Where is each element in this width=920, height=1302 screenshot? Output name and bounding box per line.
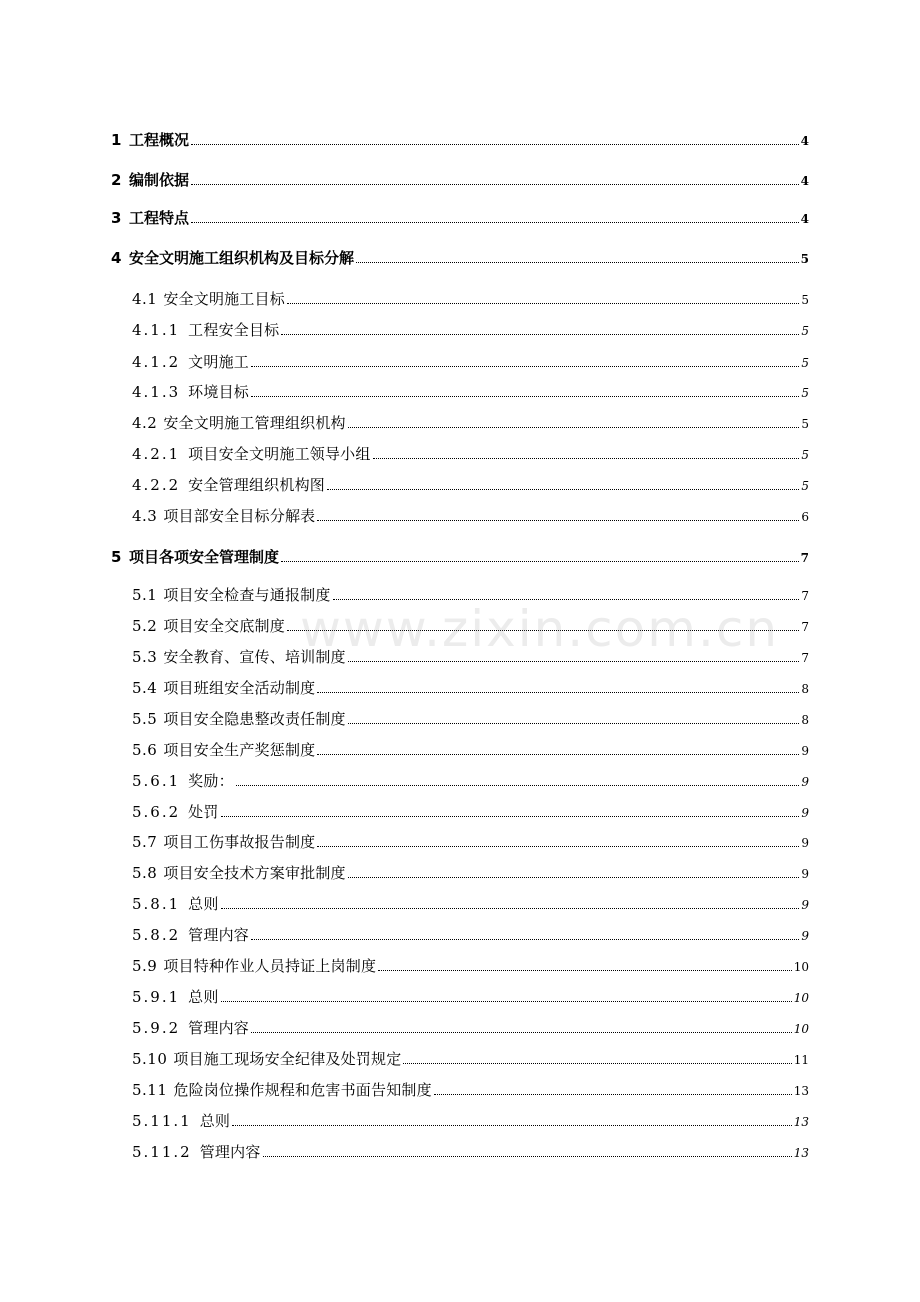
toc-entry-number: 4.1.3 (132, 383, 181, 401)
toc-entry-label (132, 475, 325, 495)
toc-entry-number: 5.3 (132, 648, 158, 666)
toc-dot-leader (251, 939, 799, 940)
toc-page-number: 7 (801, 589, 809, 603)
toc-entry[interactable] (132, 892, 809, 914)
toc-page-number: 7 (800, 551, 809, 565)
toc-entry-number: 5.11.2 (132, 1143, 192, 1161)
toc-page-number: 5 (801, 356, 809, 370)
toc-entry[interactable] (132, 473, 809, 495)
toc-entry[interactable] (132, 583, 809, 605)
toc-entry-title: 项目各项安全管理制度 (129, 548, 280, 566)
toc-dot-leader (251, 366, 799, 367)
toc-entry[interactable] (132, 1078, 809, 1100)
toc-entry[interactable] (132, 985, 809, 1007)
toc-entry-title: 安全文明施工组织机构及目标分解 (129, 249, 355, 267)
toc-page-number: 7 (801, 620, 809, 634)
toc-entry-label (132, 647, 346, 667)
toc-entry-number: 4.2.2 (132, 476, 181, 494)
toc-dot-leader (191, 144, 799, 145)
toc-page-number: 10 (793, 960, 809, 974)
toc-entry[interactable] (132, 923, 809, 945)
toc-entry-label (132, 1018, 249, 1038)
toc-entry-label (132, 506, 315, 526)
toc-entry-label (132, 1080, 432, 1100)
toc-entry-label (111, 248, 354, 268)
toc-dot-leader (348, 427, 800, 428)
toc-entry[interactable] (132, 318, 809, 340)
toc-entry-number: 5.9.2 (132, 1019, 181, 1037)
toc-entry[interactable] (132, 287, 809, 309)
toc-dot-leader (232, 1125, 792, 1126)
toc-dot-leader (251, 1032, 792, 1033)
toc-page-number: 5 (801, 448, 809, 462)
toc-page-number: 8 (801, 682, 809, 696)
toc-page-number: 5 (800, 252, 809, 266)
toc-page-number: 13 (793, 1146, 809, 1160)
toc-entry-label (132, 1111, 230, 1131)
toc-page-number: 5 (801, 417, 809, 431)
toc-entry-title: 安全管理组织机构图 (188, 476, 325, 494)
toc-dot-leader (263, 1156, 792, 1157)
toc-entry-label (132, 352, 249, 372)
toc-dot-leader (281, 561, 799, 562)
toc-entry-label (111, 130, 189, 150)
toc-entry-title: 项目安全检查与通报制度 (163, 586, 331, 604)
toc-entry-label (132, 894, 219, 914)
toc-entry-number: 4.1.1 (132, 321, 181, 339)
toc-dot-leader (287, 303, 799, 304)
toc-entry-label (111, 170, 189, 190)
toc-dot-leader (317, 754, 799, 755)
toc-entry-label (132, 1049, 401, 1069)
toc-entry-number: 2 (111, 171, 122, 189)
toc-page-number: 4 (800, 174, 809, 188)
toc-entry-title: 编制依据 (129, 171, 190, 189)
toc-entry[interactable] (132, 954, 809, 976)
toc-entry-title: 项目安全技术方案审批制度 (163, 864, 346, 882)
toc-page-number: 13 (793, 1115, 809, 1129)
toc-page-number: 5 (801, 293, 809, 307)
toc-entry-number: 4.2 (132, 414, 158, 432)
toc-entry-number: 5.7 (132, 833, 158, 851)
toc-page-number: 10 (793, 991, 809, 1005)
toc-entry-number: 4.1 (132, 290, 158, 308)
toc-entry-title: 工程概况 (129, 131, 190, 149)
toc-dot-leader (236, 785, 800, 786)
toc-entry-number: 5.11.1 (132, 1112, 192, 1130)
toc-entry-title: 项目工伤事故报告制度 (163, 833, 316, 851)
toc-dot-leader (333, 599, 800, 600)
toc-entry[interactable] (132, 504, 809, 526)
toc-entry-title: 总则 (188, 895, 219, 913)
toc-entry-label (111, 547, 279, 567)
toc-entry-title: 管理内容 (199, 1143, 261, 1161)
toc-entry-title: 项目安全隐患整改责任制度 (163, 710, 346, 728)
toc-entry-title: 项目施工现场安全纪律及处罚规定 (173, 1050, 402, 1068)
toc-entry-number: 4.2.1 (132, 445, 181, 463)
toc-page-number: 5 (801, 386, 809, 400)
toc-entry-number: 4.3 (132, 507, 158, 525)
toc-dot-leader (191, 222, 799, 223)
toc-entry-title: 安全文明施工管理组织机构 (163, 414, 346, 432)
toc-entry-number: 1 (111, 131, 122, 149)
toc-entry-title: 项目安全交底制度 (163, 617, 285, 635)
toc-entry[interactable] (111, 206, 809, 228)
toc-dot-leader (434, 1094, 792, 1095)
toc-entry[interactable] (132, 1047, 809, 1069)
toc-page-number: 9 (801, 744, 809, 758)
toc-entry-number: 5.11 (132, 1081, 168, 1099)
toc-entry[interactable] (132, 707, 809, 729)
toc-entry-label (132, 678, 315, 698)
toc-dot-leader (327, 489, 799, 490)
toc-entry-title: 项目部安全目标分解表 (163, 507, 316, 525)
toc-entry[interactable] (132, 1140, 809, 1162)
toc-entry[interactable] (132, 645, 809, 667)
toc-entry-number: 5.8.2 (132, 926, 181, 944)
toc-entry-title: 危险岗位操作规程和危害书面告知制度 (173, 1081, 432, 1099)
toc-entry[interactable] (132, 769, 809, 791)
toc-entry-number: 5.1 (132, 586, 158, 604)
toc-entry-number: 4.1.2 (132, 353, 181, 371)
toc-entry-label (132, 413, 346, 433)
toc-dot-leader (403, 1063, 791, 1064)
toc-dot-leader (373, 458, 800, 459)
toc-entry-number: 5.8 (132, 864, 158, 882)
toc-entry-number: 5.10 (132, 1050, 168, 1068)
toc-entry-label (132, 771, 234, 791)
toc-entry-label (132, 1142, 261, 1162)
toc-dot-leader (281, 334, 799, 335)
toc-page-number: 9 (801, 775, 809, 789)
toc-entry-number: 5.9.1 (132, 988, 181, 1006)
toc-entry-title: 工程特点 (129, 209, 190, 227)
toc-dot-leader (221, 1001, 792, 1002)
toc-entry-number: 5.6 (132, 741, 158, 759)
toc-entry-label (111, 208, 189, 228)
toc-entry[interactable] (132, 800, 809, 822)
toc-page-number: 8 (801, 713, 809, 727)
toc-entry[interactable] (132, 350, 809, 372)
toc-page-number: 9 (801, 806, 809, 820)
toc-entry-title: 管理内容 (188, 1019, 249, 1037)
toc-page-number: 4 (800, 212, 809, 226)
toc-page-number: 9 (801, 898, 809, 912)
toc-entry-title: 奖励： (188, 772, 234, 790)
toc-page-number: 4 (800, 134, 809, 148)
toc-entry-title: 项目特种作业人员持证上岗制度 (163, 957, 377, 975)
toc-entry-title: 总则 (188, 988, 219, 1006)
toc-entry-label (132, 863, 346, 883)
watermark: www.zixin.com.cn (300, 600, 780, 658)
toc-entry-title: 安全文明施工目标 (163, 290, 285, 308)
toc-entry-title: 总则 (199, 1112, 231, 1130)
toc-entry[interactable] (132, 830, 809, 852)
toc-dot-leader (348, 661, 800, 662)
toc-entry-label (132, 444, 371, 464)
toc-dot-leader (348, 877, 800, 878)
toc-page-number: 13 (793, 1084, 809, 1098)
toc-page-number: 9 (801, 929, 809, 943)
toc-dot-leader (378, 970, 792, 971)
toc-entry-label (132, 320, 279, 340)
toc-page-number: 9 (801, 836, 809, 850)
toc-entry-label (132, 832, 315, 852)
toc-entry[interactable] (132, 676, 809, 698)
toc-entry-number: 5.4 (132, 679, 158, 697)
toc-entry[interactable] (132, 1016, 809, 1038)
toc-dot-leader (348, 723, 800, 724)
toc-entry[interactable] (111, 168, 809, 190)
toc-entry-number: 5 (111, 548, 122, 566)
toc-entry-label (132, 740, 315, 760)
toc-page-number: 10 (793, 1022, 809, 1036)
toc-dot-leader (251, 396, 799, 397)
toc-dot-leader (221, 816, 800, 817)
toc-entry-number: 5.9 (132, 957, 158, 975)
toc-entry-title: 项目班组安全活动制度 (163, 679, 316, 697)
toc-entry-number: 5.8.1 (132, 895, 181, 913)
toc-entry-label (132, 956, 376, 976)
toc-entry-number: 5.5 (132, 710, 158, 728)
toc-entry[interactable] (132, 442, 809, 464)
toc-entry-label (132, 987, 219, 1007)
toc-entry-label (132, 925, 249, 945)
toc-entry[interactable] (111, 128, 809, 150)
toc-entry[interactable] (132, 614, 809, 636)
toc-dot-leader (317, 846, 799, 847)
toc-entry-title: 项目安全文明施工领导小组 (188, 445, 371, 463)
toc-entry-title: 管理内容 (188, 926, 249, 944)
toc-dot-leader (317, 692, 799, 693)
toc-entry-number: 5.6.2 (132, 803, 181, 821)
toc-dot-leader (287, 630, 799, 631)
toc-entry[interactable] (132, 738, 809, 760)
toc-entry-number: 5.2 (132, 617, 158, 635)
toc-entry-title: 处罚 (188, 803, 219, 821)
toc-entry-title: 项目安全生产奖惩制度 (163, 741, 316, 759)
toc-page-number: 5 (801, 324, 809, 338)
toc-page-number: 11 (793, 1053, 809, 1067)
toc-entry[interactable] (111, 545, 809, 567)
toc-entry-title: 文明施工 (188, 353, 249, 371)
toc-entry-title: 安全教育、宣传、培训制度 (163, 648, 346, 666)
toc-entry[interactable] (132, 380, 809, 402)
toc-entry-title: 工程安全目标 (188, 321, 280, 339)
toc-entry-number: 4 (111, 249, 122, 267)
toc-page-number: 5 (801, 479, 809, 493)
toc-page-number: 9 (801, 867, 809, 881)
toc-entry[interactable] (132, 861, 809, 883)
toc-entry-label (132, 289, 285, 309)
toc-entry-label (132, 585, 331, 605)
toc-entry-label (132, 802, 219, 822)
toc-dot-leader (317, 520, 799, 521)
toc-page-number: 7 (801, 651, 809, 665)
toc-dot-leader (221, 908, 800, 909)
toc-page-number: 6 (801, 510, 809, 524)
toc-entry-label (132, 616, 285, 636)
toc-entry[interactable] (132, 1109, 809, 1131)
toc-entry[interactable] (132, 411, 809, 433)
toc-entry-label (132, 382, 249, 402)
toc-dot-leader (356, 262, 799, 263)
toc-entry[interactable] (111, 246, 809, 268)
toc-dot-leader (191, 184, 799, 185)
toc-entry-label (132, 709, 346, 729)
toc-entry-number: 5.6.1 (132, 772, 181, 790)
toc-entry-title: 环境目标 (188, 383, 249, 401)
toc-entry-number: 3 (111, 209, 122, 227)
